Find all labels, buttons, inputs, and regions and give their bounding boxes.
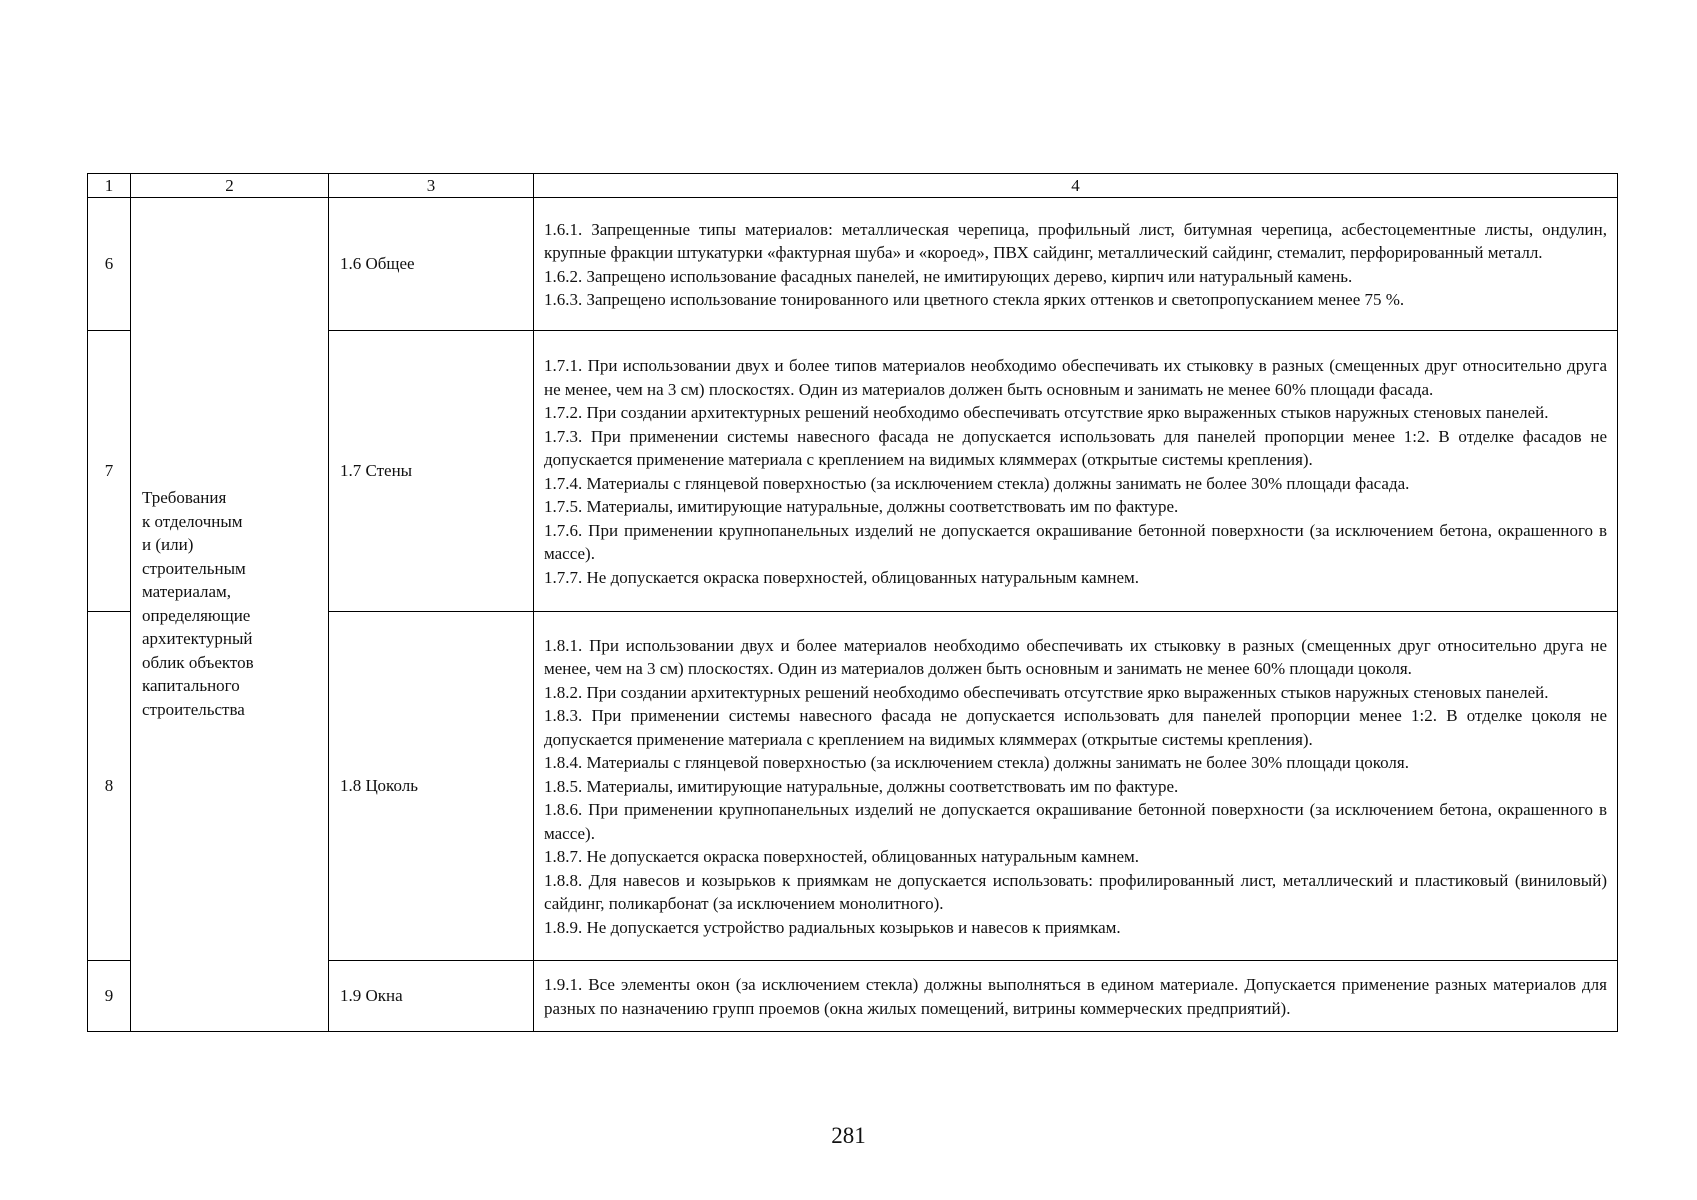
- requirement-item: 1.7.4. Материалы с глянцевой поверхностью (за исключением стекла) должны занимать не более 30% площади фасада.: [544, 473, 1410, 493]
- header-cell-2: 2: [131, 174, 329, 198]
- header-cell-4: 4: [534, 174, 1618, 198]
- row-number: 6: [88, 198, 131, 331]
- requirement-item: 1.8.5. Материалы, имитирующие натуральные, должны соответствовать им по фактуре.: [544, 776, 1179, 796]
- table-row: [88, 198, 1618, 331]
- requirement-item: 1.8.9. Не допускается устройство радиальных козырьков и навесов к приямкам.: [544, 917, 1121, 937]
- requirement-item: 1.7.2. При создании архитектурных решений необходимо обеспечивать отсутствие ярко выраженных стыков наружных стеновых панелей.: [544, 403, 1549, 422]
- requirement-item: 1.6.3. Запрещено использование тонированного или цветного стекла ярких оттенков и светопропусканием менее 75 %.: [544, 290, 1405, 309]
- section-title: 1.6 Общее: [329, 198, 534, 331]
- requirement-item: 1.6.2. Запрещено использование фасадных панелей, не имитирующих дерево, кирпич или натуральный камень.: [544, 266, 1353, 286]
- requirement-item: 1.8.8. Для навесов и козырьков к приямкам не допускается использовать: профилированный лист, металлический и пластиковый (виниловый) сайдинг, поликарбонат (за исключением монолитного).: [544, 870, 1607, 914]
- header-cell-3: 3: [329, 174, 534, 198]
- requirements-list: [534, 961, 1618, 1032]
- requirement-item: 1.7.5. Материалы, имитирующие натуральные, должны соответствовать им по фактуре.: [544, 497, 1179, 516]
- requirement-item: 1.7.6. При применении крупнопанельных изделий не допускается окрашивание бетонной поверхности (за исключением бетона, окрашенного в массе).: [544, 520, 1607, 563]
- requirement-item: 1.8.2. При создании архитектурных решений необходимо обеспечивать отсутствие ярко выраженных стыков наружных стеновых панелей.: [544, 682, 1549, 702]
- requirement-item: 1.9.1. Все элементы окон (за исключением стекла) должны выполняться в едином материале. Допускается применение разных материалов для разных по назначению групп проемов (окна жилых помещений, витрины коммерческих предприятий).: [544, 975, 1607, 1018]
- row-number: 8: [88, 612, 131, 961]
- requirement-item: 1.7.3. При применении системы навесного фасада не допускается использовать для панелей пропорции менее 1:2. В отделке фасадов не допускается применение материала с креплением на видимых кляммерах (открытые системы крепления).: [544, 426, 1607, 469]
- section-title: 1.9 Окна: [329, 961, 534, 1032]
- requirement-item: 1.7.7. Не допускается окраска поверхностей, облицованных натуральным камнем.: [544, 567, 1140, 587]
- requirement-cell: [131, 198, 329, 1032]
- requirement-item: 1.8.7. Не допускается окраска поверхностей, облицованных натуральным камнем.: [544, 847, 1140, 867]
- requirement-item: 1.6.1. Запрещенные типы материалов: металлическая черепица, профильный лист, битумная черепица, асбестоцементные листы, ондулин, крупные фракции штукатурки «фактурная шуба» и «короед», ПВХ сайдинг, металлический сайдинг, стемалит, перфорированный металл.: [544, 219, 1607, 262]
- requirement-item: 1.7.1. При использовании двух и более типов материалов необходимо обеспечивать их стыковку в разных (смещенных друг относительно друга не менее, чем на 3 см) плоскостях. Один из материалов должен быть основным и занимать не менее 60% площади фасада.: [544, 356, 1607, 399]
- requirements-list: [534, 612, 1618, 961]
- header-cell-1: 1: [88, 174, 131, 198]
- requirement-item: 1.8.1. При использовании двух и более материалов необходимо обеспечивать их стыковку в разных (смещенных друг относительно друга не менее, чем на 3 см) плоскостях. Один из материалов должен быть основным и занимать не менее 60% площади цоколя.: [544, 635, 1607, 679]
- section-title: 1.8 Цоколь: [329, 612, 534, 961]
- requirement-item: 1.8.4. Материалы с глянцевой поверхностью (за исключением стекла) должны занимать не более 30% площади цоколя.: [544, 753, 1409, 773]
- section-title: 1.7 Стены: [329, 331, 534, 612]
- requirements-list: [534, 331, 1618, 612]
- page-number: 281: [831, 1123, 866, 1148]
- requirements-list: [534, 198, 1618, 331]
- requirement-item: 1.8.6. При применении крупнопанельных изделий не допускается окрашивание бетонной поверхности (за исключением бетона, окрашенного в массе).: [544, 800, 1607, 843]
- requirement-text: Требования к отделочным и (или) строительным материалам, определяющие архитектурный облик объектов капитального строительства: [142, 488, 254, 719]
- requirement-item: 1.8.3. При применении системы навесного фасада не допускается использовать для панелей пропорции менее 1:2. В отделке цоколя не допускается применение материала с креплением на видимых кляммерах (открытые системы крепления).: [544, 706, 1607, 749]
- requirements-table: [87, 173, 1618, 1032]
- table-header-row: [88, 174, 1618, 198]
- row-number: 7: [88, 331, 131, 612]
- row-number: 9: [88, 961, 131, 1032]
